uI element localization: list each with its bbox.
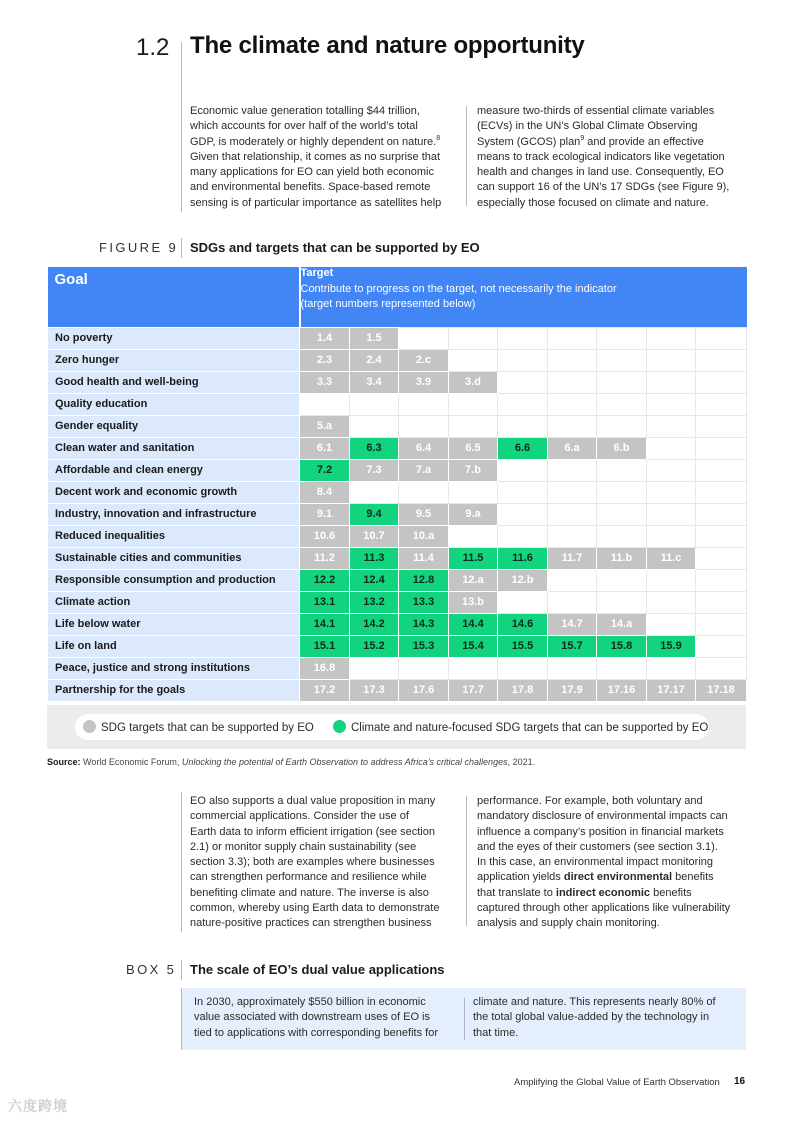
figure-title: SDGs and targets that can be supported by EO [190,240,480,255]
empty-cell [647,437,696,459]
goal-cell: Partnership for the goals [48,679,300,701]
target-cell: 14.7 [548,613,597,635]
table-row [48,437,747,459]
empty-cell [647,415,696,437]
goal-cell: Reduced inequalities [48,525,300,547]
empty-cell [647,327,696,349]
empty-cell [498,459,548,481]
body-right-column: performance. For example, both voluntary and mandatory disclosure of environmental impacts can influence a company’s position in financial markets and the eyes of their customers (see section 3.1). In this case, an environmental impact monitoring application yields direct environmental benefits that translate to indirect economic benefits captured through other applications like vulnerability analysis and supply chain monitoring. [477,795,731,930]
empty-cell [548,393,597,415]
goal-cell: Clean water and sanitation [48,437,300,459]
empty-cell [350,481,399,503]
empty-cell [696,371,747,393]
empty-cell [647,459,696,481]
climate-target-cell: 14.3 [399,613,449,635]
empty-cell [498,327,548,349]
legend-item-grey: SDG targets that can be supported by EO [83,720,314,734]
target-cell: 11.4 [399,547,449,569]
legend-pill [75,714,709,740]
empty-cell [449,525,498,547]
empty-cell [350,657,399,679]
page-number: 16 [734,1076,746,1087]
climate-target-cell: 15.3 [399,635,449,657]
sdg-targets-table [47,267,747,702]
climate-target-cell: 15.2 [350,635,399,657]
empty-cell [696,481,747,503]
empty-cell [696,657,747,679]
target-cell: 17.7 [449,679,498,701]
empty-cell [498,415,548,437]
climate-target-cell: 15.8 [597,635,647,657]
target-cell: 17.3 [350,679,399,701]
target-cell: 11.b [597,547,647,569]
empty-cell [548,481,597,503]
empty-cell [449,481,498,503]
goal-cell: Sustainable cities and communities [48,547,300,569]
box-label: BOX 5 [126,962,177,977]
target-cell: 11.2 [300,547,350,569]
target-cell: 3.3 [300,371,350,393]
empty-cell [498,525,548,547]
climate-target-cell: 11.6 [498,547,548,569]
target-cell: 17.8 [498,679,548,701]
climate-target-cell: 6.3 [350,437,399,459]
goal-cell: Industry, innovation and infrastructure [48,503,300,525]
empty-cell [597,525,647,547]
table-row [48,481,747,503]
table-row [48,459,747,481]
empty-cell [548,657,597,679]
target-cell: 6.b [597,437,647,459]
empty-cell [449,657,498,679]
body-divider [181,792,182,932]
climate-target-cell: 15.5 [498,635,548,657]
box-left-text: In 2030, approximately $550 billion in economic value associated with downstream uses of EO is tied to applications with corresponding benefits for [194,996,438,1039]
climate-target-cell: 15.1 [300,635,350,657]
empty-cell [647,481,696,503]
climate-target-cell: 12.8 [399,569,449,591]
footer-title: Amplifying the Global Value of Earth Observation [514,1077,720,1088]
empty-cell [350,393,399,415]
empty-cell [696,415,747,437]
target-cell: 9.1 [300,503,350,525]
climate-target-cell: 15.9 [647,635,696,657]
empty-cell [300,393,350,415]
green-dot-icon [333,720,346,733]
target-cell: 17.16 [597,679,647,701]
empty-cell [696,349,747,371]
body-left-column: EO also supports a dual value proposition in many commercial applications. Consider the use of Earth data to inform efficient irrigation (see section 2.1) or monitor supply chain sustainability (see section 3.3); both are examples where businesses can strengthen performance and resilience while benefiting climate and nature. The inverse is also common, whereby using Earth data to demonstrate nature-positive practices can strengthen business [190,795,440,930]
goal-column-header: Goal [48,267,300,327]
target-cell: 2.c [399,349,449,371]
intro-column-divider [466,106,467,206]
target-cell: 11.7 [548,547,597,569]
goal-cell: Climate action [48,591,300,613]
empty-cell [647,525,696,547]
goal-cell: Life on land [48,635,300,657]
section-divider [181,42,182,212]
empty-cell [449,349,498,371]
climate-target-cell: 13.1 [300,591,350,613]
box-heading-divider [181,960,182,980]
target-cell: 6.1 [300,437,350,459]
intro-left-column: Economic value generation totalling $44 trillion, which accounts for over half of the world’s total GDP, is moderately or highly dependent on nature.$^8$ Given that relationship, it comes as no surprise that many applications for EO can yield both economic and environmental benefits. Space-based remote sensing is of particular importance as satellites help [190,105,442,209]
empty-cell [449,327,498,349]
climate-target-cell: 11.5 [449,547,498,569]
empty-cell [647,657,696,679]
empty-cell [696,525,747,547]
goal-cell: Affordable and clean energy [48,459,300,481]
target-cell: 6.5 [449,437,498,459]
climate-target-cell: 13.3 [399,591,449,613]
table-row [48,635,747,657]
empty-cell [548,459,597,481]
section-number: 1.2 [136,34,170,61]
empty-cell [498,657,548,679]
box-title: The scale of EO’s dual value applications [190,962,445,977]
empty-cell [399,393,449,415]
climate-target-cell: 15.7 [548,635,597,657]
intro-right-column: measure two-thirds of essential climate variables (ECVs) in the UN’s Global Climate Observing System (GCOS) plan$^9$ and provide an effective means to track ecological indicators like vegetation health and changes in land use. Consequently, EO can support 16 of the UN’s 17 SDGs (see Figure 9), especially those focused on climate and nature. [477,105,730,209]
climate-target-cell: 13.2 [350,591,399,613]
empty-cell [548,371,597,393]
target-cell: 11.c [647,547,696,569]
target-cell: 7.a [399,459,449,481]
empty-cell [597,349,647,371]
target-cell: 9.a [449,503,498,525]
goal-cell: Decent work and economic growth [48,481,300,503]
empty-cell [498,393,548,415]
target-cell: 2.3 [300,349,350,371]
target-cell: 17.17 [647,679,696,701]
goal-cell: Gender equality [48,415,300,437]
target-cell: 3.9 [399,371,449,393]
target-cell: 12.a [449,569,498,591]
target-cell: 16.8 [300,657,350,679]
empty-cell [597,503,647,525]
target-cell: 5.a [300,415,350,437]
empty-cell [597,415,647,437]
empty-cell [498,591,548,613]
empty-cell [350,415,399,437]
target-cell: 12.b [498,569,548,591]
climate-target-cell: 14.4 [449,613,498,635]
empty-cell [399,657,449,679]
table-row [48,415,747,437]
empty-cell [597,393,647,415]
empty-cell [597,481,647,503]
watermark: 六度跨境 [8,1098,68,1114]
empty-cell [696,437,747,459]
target-cell: 7.b [449,459,498,481]
target-cell: 13.b [449,591,498,613]
climate-target-cell: 11.3 [350,547,399,569]
climate-target-cell: 7.2 [300,459,350,481]
target-cell: 17.9 [548,679,597,701]
empty-cell [696,459,747,481]
empty-cell [696,591,747,613]
box-right-text: climate and nature. This represents nearly 80% of the total global value-added by the technology in that time. [473,996,716,1039]
empty-cell [647,591,696,613]
climate-target-cell: 9.4 [350,503,399,525]
box-column-divider [464,998,465,1040]
goal-cell: No poverty [48,327,300,349]
empty-cell [597,591,647,613]
target-cell: 3.4 [350,371,399,393]
grey-dot-icon [83,720,96,733]
empty-cell [548,525,597,547]
climate-target-cell: 12.4 [350,569,399,591]
legend-item-green: Climate and nature-focused SDG targets that can be supported by EO [333,720,708,734]
target-cell: 2.4 [350,349,399,371]
empty-cell [548,591,597,613]
target-cell: 17.18 [696,679,747,701]
target-cell: 3.d [449,371,498,393]
empty-cell [696,635,747,657]
table-row [48,657,747,679]
table-row [48,569,747,591]
empty-cell [647,503,696,525]
empty-cell [597,459,647,481]
empty-cell [647,349,696,371]
empty-cell [597,657,647,679]
table-row [48,371,747,393]
section-title: The climate and nature opportunity [190,32,585,59]
table-row [48,591,747,613]
empty-cell [647,393,696,415]
box-panel [182,988,746,1050]
climate-target-cell: 14.6 [498,613,548,635]
empty-cell [696,393,747,415]
target-cell: 8.4 [300,481,350,503]
table-header-row [48,267,747,327]
target-cell: 7.3 [350,459,399,481]
empty-cell [399,481,449,503]
target-column-header: Target Contribute to progress on the target, not necessarily the indicator (target numbers represented below) [300,267,747,327]
target-cell: 10.a [399,525,449,547]
figure-source: Source: World Economic Forum, Unlocking the potential of Earth Observation to address Africa’s critical challenges, 2021. [47,757,536,767]
empty-cell [548,349,597,371]
empty-cell [399,327,449,349]
climate-target-cell: 14.1 [300,613,350,635]
empty-cell [449,415,498,437]
climate-target-cell: 14.2 [350,613,399,635]
empty-cell [399,415,449,437]
target-cell: 1.5 [350,327,399,349]
climate-target-cell: 15.4 [449,635,498,657]
empty-cell [498,503,548,525]
empty-cell [548,415,597,437]
table-row [48,393,747,415]
empty-cell [696,613,747,635]
table-row [48,679,747,701]
empty-cell [548,569,597,591]
legend [47,705,746,749]
empty-cell [696,327,747,349]
table-row [48,525,747,547]
table-row [48,547,747,569]
table-row [48,349,747,371]
target-cell: 9.5 [399,503,449,525]
empty-cell [597,371,647,393]
table-body [48,327,747,701]
goal-cell: Life below water [48,613,300,635]
target-cell: 10.6 [300,525,350,547]
empty-cell [647,371,696,393]
empty-cell [696,503,747,525]
target-cell: 10.7 [350,525,399,547]
target-cell: 17.2 [300,679,350,701]
table-row [48,613,747,635]
empty-cell [548,503,597,525]
empty-cell [449,393,498,415]
goal-cell: Peace, justice and strong institutions [48,657,300,679]
goal-cell: Zero hunger [48,349,300,371]
empty-cell [597,327,647,349]
empty-cell [498,481,548,503]
goal-cell: Good health and well-being [48,371,300,393]
goal-cell: Quality education [48,393,300,415]
target-cell: 6.4 [399,437,449,459]
empty-cell [498,349,548,371]
table-row [48,503,747,525]
empty-cell [647,613,696,635]
goal-cell: Responsible consumption and production [48,569,300,591]
target-cell: 6.a [548,437,597,459]
figure-divider [181,238,182,258]
climate-target-cell: 12.2 [300,569,350,591]
table-row [48,327,747,349]
body-column-divider [466,796,467,926]
empty-cell [597,569,647,591]
empty-cell [696,547,747,569]
target-cell: 17.6 [399,679,449,701]
empty-cell [498,371,548,393]
empty-cell [647,569,696,591]
empty-cell [548,327,597,349]
figure-label: FIGURE 9 [99,240,179,255]
target-cell: 14.a [597,613,647,635]
target-cell: 1.4 [300,327,350,349]
climate-target-cell: 6.6 [498,437,548,459]
empty-cell [696,569,747,591]
